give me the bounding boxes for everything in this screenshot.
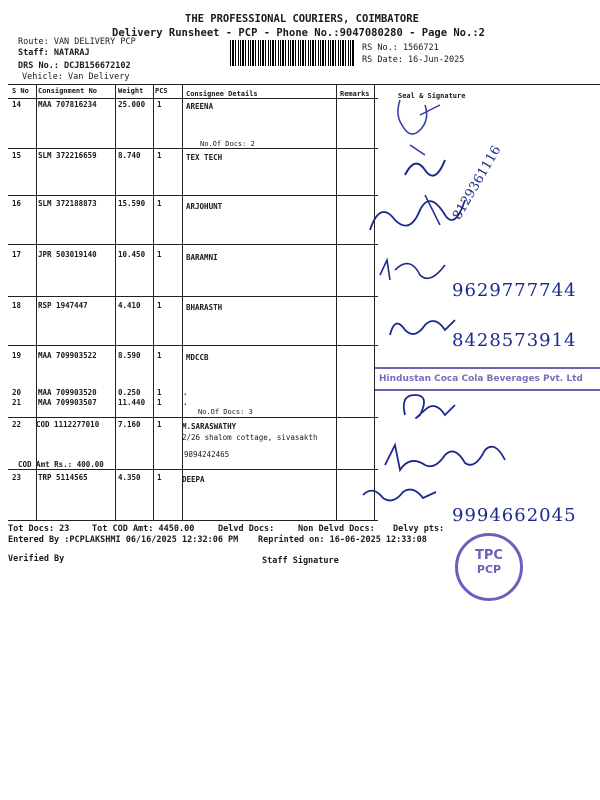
row-pcs: 1: [157, 199, 162, 208]
row-weight: 7.160: [118, 420, 141, 429]
row-pcs: 1: [157, 351, 162, 360]
tpc-round-stamp: [455, 533, 523, 601]
row-pcs: 1: [157, 151, 162, 160]
col-divider: [36, 84, 37, 520]
handwritten-phone-row17: 9629777744: [452, 280, 577, 301]
row-sno: 18: [12, 301, 22, 310]
drs-number: DRS No.: DCJB156672102: [18, 61, 131, 71]
handwritten-phone-row23: 9994662045: [452, 505, 577, 526]
row-doc-count: No.Of Docs: 2: [200, 140, 255, 148]
row-rule: [8, 417, 378, 418]
row-address: 2/26 shalom cottage, sivasakth: [182, 433, 318, 442]
row-phone: 9894242465: [184, 450, 230, 459]
handwritten-phone-row18: 8428573914: [452, 330, 577, 351]
row-sno: 21: [12, 398, 22, 407]
row-rule: [8, 296, 378, 297]
vehicle-label: Vehicle: Van Delivery: [22, 72, 130, 82]
row-consignee: BHARASTH: [186, 303, 223, 312]
row-weight: 8.590: [118, 351, 141, 360]
row-consignment: SLM 372216659: [38, 151, 97, 160]
row-sno: 22: [12, 420, 22, 429]
row-rule: [8, 345, 378, 346]
route-label: Route: VAN DELIVERY PCP: [18, 37, 136, 47]
total-docs: Tot Docs: 23: [8, 524, 70, 534]
col-divider: [336, 84, 337, 520]
row-consignee: AREENA: [186, 102, 214, 111]
table-top-rule: [8, 84, 600, 85]
row-weight: 10.450: [118, 250, 146, 259]
row-consignee: M.SARASWATHY: [182, 422, 237, 431]
col-header-pcs: PCS: [155, 87, 168, 95]
signature-row22: [380, 435, 520, 475]
entered-by: Entered By :PCPLAKSHMI 06/16/2025 12:32:06 PM: [8, 535, 239, 545]
col-header-remarks: Remarks: [340, 90, 370, 98]
row-consignment: MAA 709903520: [38, 388, 97, 397]
signature-row20: [395, 385, 475, 425]
row-rule: [8, 244, 378, 245]
row-pcs: 1: [157, 301, 162, 310]
row-sno: 15: [12, 151, 22, 160]
row-consignment: SLM 372188873: [38, 199, 97, 208]
row-weight: 15.590: [118, 199, 146, 208]
staff-signature-label: Staff Signature: [262, 556, 339, 566]
col-header-consignee: Consignee Details: [186, 90, 258, 98]
row-consignment: MAA 709903507: [38, 398, 97, 407]
total-cod-amount: Tot COD Amt: 4450.00: [92, 524, 195, 534]
row-consignee: .: [183, 388, 188, 397]
row-consignee: ARJOHUNT: [186, 202, 223, 211]
row-consignee: BARAMNI: [186, 253, 218, 262]
row-consignment: JPR 503019140: [38, 250, 97, 259]
col-header-consignment: Consignment No: [38, 87, 98, 95]
row-sno: 16: [12, 199, 22, 208]
row-pcs: 1: [157, 388, 162, 397]
row-sno: 14: [12, 100, 22, 109]
row-pcs: 1: [157, 473, 162, 482]
row-consignment: TRP 5114565: [38, 473, 88, 482]
col-header-weight: Weight: [118, 87, 144, 95]
col-divider: [153, 84, 154, 520]
row-consignee: DEEPA: [182, 475, 205, 484]
col-header-sno: S No: [12, 87, 29, 95]
row-consignment: COD 1112277010: [36, 420, 100, 429]
row-consignment: MAA 709903522: [38, 351, 97, 360]
table-bottom-rule: [8, 520, 378, 521]
row-consignee: TEX TECH: [186, 153, 223, 162]
barcode-image: [230, 40, 355, 66]
row-sno: 20: [12, 388, 22, 397]
staff-label: Staff: NATARAJ: [18, 48, 90, 58]
row-weight: 8.740: [118, 151, 141, 160]
col-divider: [374, 84, 375, 520]
delivered-docs: Delvd Docs:: [218, 524, 275, 534]
row-consignment: RSP 1947447: [38, 301, 88, 310]
col-header-seal: Seal & Signature: [398, 92, 466, 100]
row-pcs: 1: [157, 420, 162, 429]
runsheet-subtitle: Delivery Runsheet - PCP - Phone No.:9047080280 - Page No.:2: [112, 27, 485, 39]
col-divider: [182, 84, 183, 520]
row-consignee: .: [183, 398, 188, 407]
signature-row23: [358, 480, 443, 510]
col-divider: [115, 84, 116, 520]
row-weight: 0.250: [118, 388, 141, 397]
row-pcs: 1: [157, 100, 162, 109]
company-title: THE PROFESSIONAL COURIERS, COIMBATORE: [185, 13, 419, 25]
header-rule: [8, 98, 378, 99]
company-stamp: Hindustan Coca Cola Beverages Pvt. Ltd: [375, 367, 600, 391]
row-weight: 4.410: [118, 301, 141, 310]
reprinted-on: Reprinted on: 16-06-2025 12:33:08: [258, 535, 427, 545]
row-rule: [8, 469, 378, 470]
row-weight: 25.000: [118, 100, 146, 109]
tpc-stamp-bottom: PCP: [476, 563, 502, 576]
tpc-stamp-top: TPC: [475, 548, 503, 563]
non-delivered-docs: Non Delvd Docs:: [298, 524, 375, 534]
row-doc-count: No.Of Docs: 3: [198, 408, 253, 416]
row-cod-amount: COD Amt Rs.: 400.00: [18, 460, 104, 469]
row-rule: [8, 148, 378, 149]
row-sno: 23: [12, 473, 22, 482]
delivery-points: Delvy pts:: [393, 524, 445, 534]
row-rule: [8, 195, 378, 196]
row-pcs: 1: [157, 250, 162, 259]
verified-by: Verified By: [8, 554, 65, 564]
row-consignee: MDCCB: [186, 353, 209, 362]
row-weight: 11.440: [118, 398, 146, 407]
row-consignment: MAA 707816234: [38, 100, 97, 109]
row-sno: 17: [12, 250, 22, 259]
handwritten-phone-row16: 8129361116: [450, 143, 505, 223]
rs-number: RS No.: 1566721: [362, 43, 439, 53]
rs-date: RS Date: 16-Jun-2025: [362, 55, 465, 65]
row-sno: 19: [12, 351, 22, 360]
row-pcs: 1: [157, 398, 162, 407]
row-weight: 4.350: [118, 473, 141, 482]
